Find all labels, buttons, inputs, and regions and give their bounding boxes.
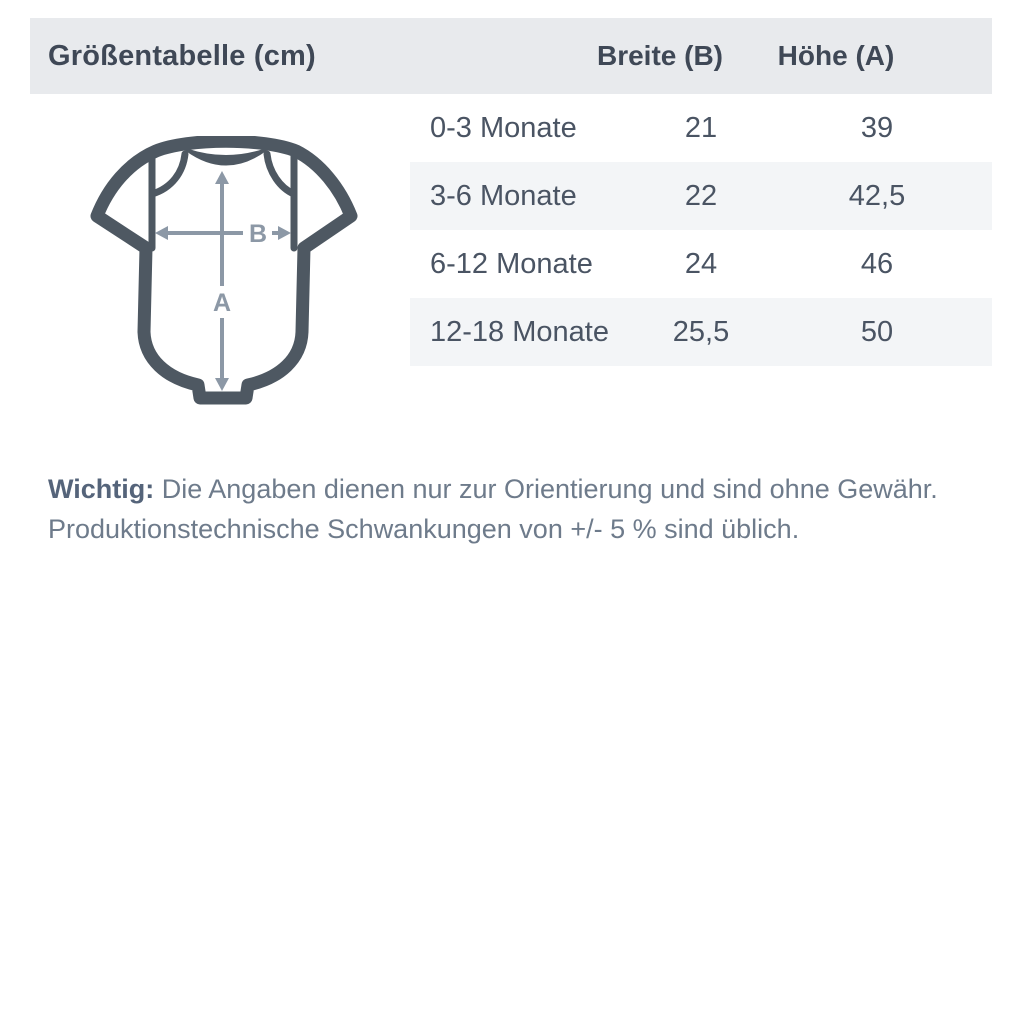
table-row bbox=[410, 298, 992, 366]
disclaimer-line2: Produktionstechnische Schwankungen von +/- 5 % sind üblich. bbox=[48, 514, 800, 544]
size-table bbox=[410, 94, 992, 366]
width-arrow-label: B bbox=[248, 220, 268, 248]
table-row bbox=[410, 162, 992, 230]
size-table-title: Größentabelle (cm) bbox=[48, 39, 316, 72]
disclaimer-lead: Wichtig: bbox=[48, 474, 155, 504]
size-label: 0-3 Monate bbox=[430, 111, 577, 144]
width-value: 22 bbox=[684, 179, 718, 212]
height-value: 46 bbox=[860, 247, 894, 280]
size-label: 6-12 Monate bbox=[430, 247, 593, 280]
bodysuit-diagram bbox=[88, 136, 358, 408]
width-value: 25,5 bbox=[672, 315, 730, 348]
table-row bbox=[410, 94, 992, 162]
column-header-width: Breite (B) bbox=[596, 40, 723, 71]
height-value: 50 bbox=[860, 315, 894, 348]
size-label: 12-18 Monate bbox=[430, 315, 609, 348]
column-header-height: Höhe (A) bbox=[777, 40, 895, 71]
disclaimer-note bbox=[48, 469, 978, 549]
height-arrow-label: A bbox=[212, 289, 232, 317]
width-value: 24 bbox=[684, 247, 718, 280]
height-value: 39 bbox=[860, 111, 894, 144]
size-label: 3-6 Monate bbox=[430, 179, 577, 212]
height-value: 42,5 bbox=[848, 179, 906, 212]
size-table-header bbox=[30, 18, 992, 94]
disclaimer-line1: Die Angaben dienen nur zur Orientierung und sind ohne Gewähr. bbox=[161, 474, 938, 504]
width-value: 21 bbox=[684, 111, 718, 144]
table-row bbox=[410, 230, 992, 298]
